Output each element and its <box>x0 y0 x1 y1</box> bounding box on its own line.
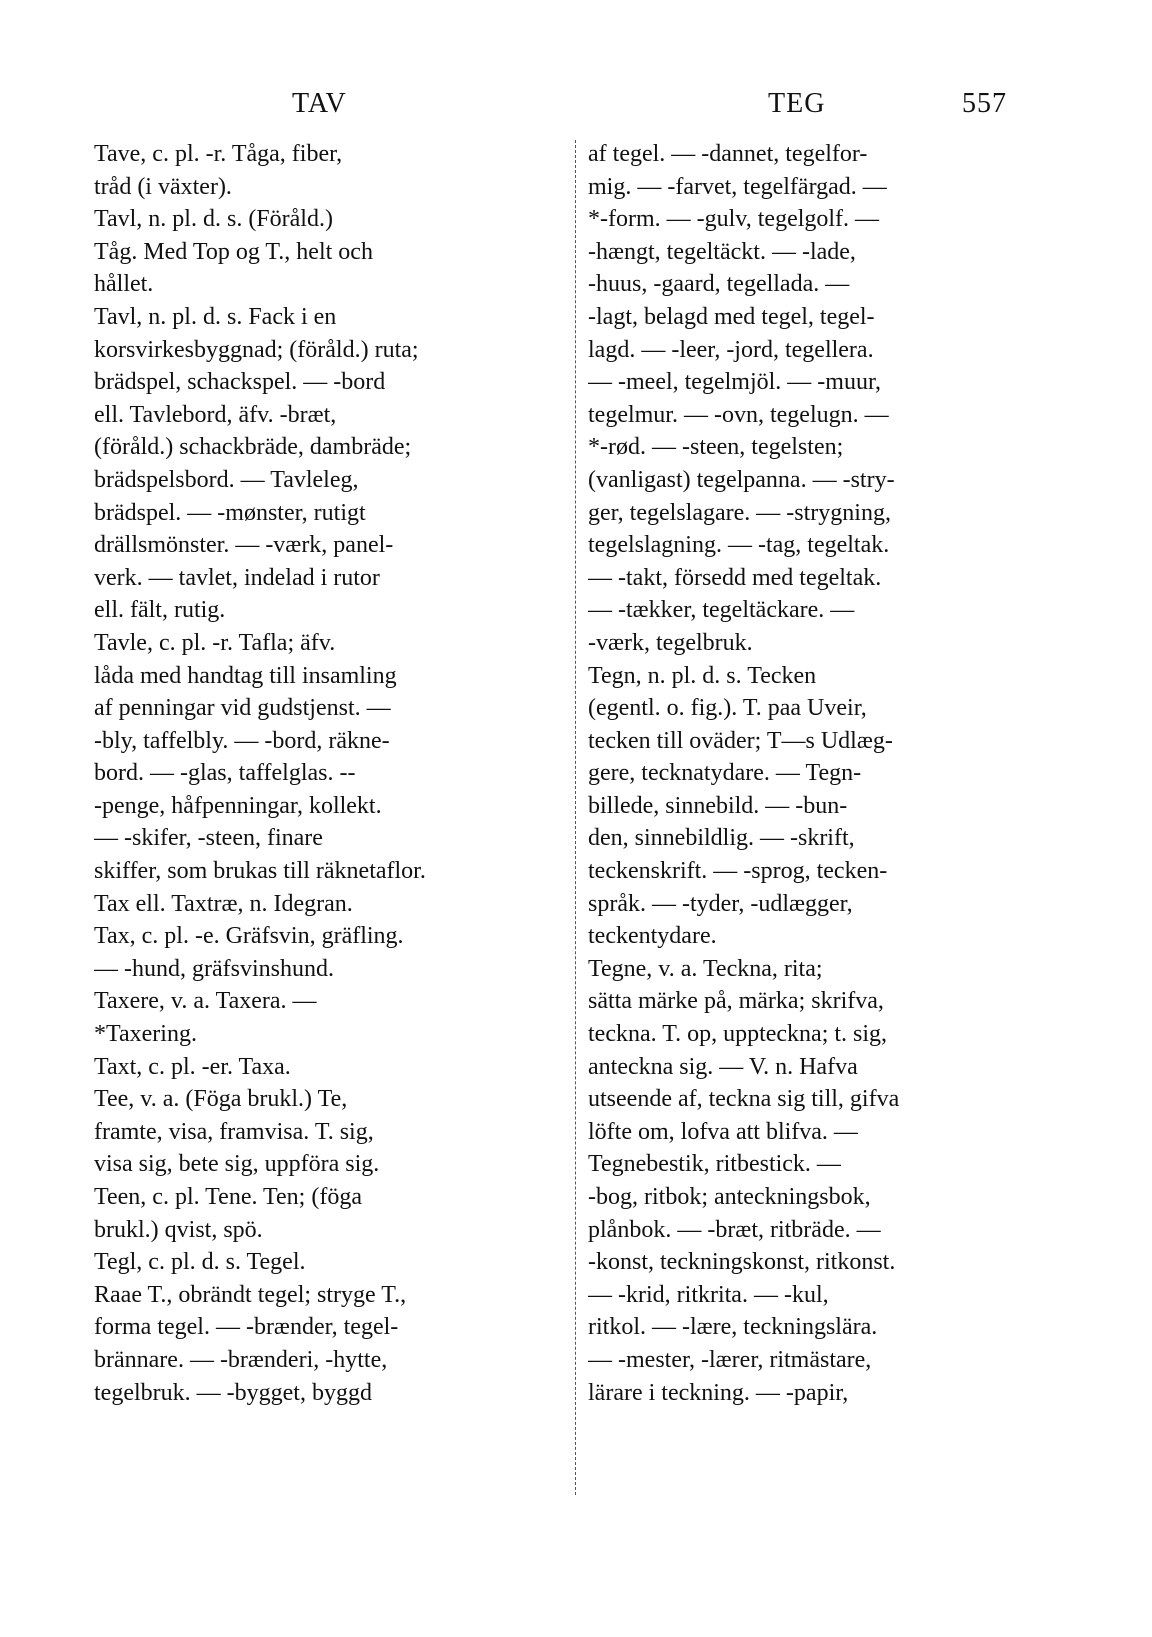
text-line: brädspel. — -mønster, rutigt <box>94 499 366 526</box>
text-line: billede, sinnebild. — -bun- <box>588 792 848 819</box>
text-line: utseende af, teckna sig till, gifva <box>588 1086 900 1113</box>
text-line: -konst, teckningskonst, ritkonst. <box>588 1249 896 1276</box>
text-line: -bog, ritbok; anteckningsbok, <box>588 1184 871 1210</box>
text-line: tegelslagning. — -tag, tegeltak. <box>588 532 890 559</box>
text-line: Tåg. Med Top og T., helt och <box>94 238 373 265</box>
running-head-right: TEG <box>768 88 826 119</box>
text-line: — -tækker, tegeltäckare. — <box>588 597 855 624</box>
text-line: Tavl, n. pl. d. s. Fack i en <box>94 303 337 330</box>
text-line: ger, tegelslagare. — -strygning, <box>588 499 891 526</box>
text-line: — -takt, försedd med tegeltak. <box>588 564 882 591</box>
text-line: tegelbruk. — -bygget, byggd <box>94 1379 372 1406</box>
text-line: Tavl, n. pl. d. s. (Föråld.) <box>94 206 333 233</box>
text-line: gere, tecknatydare. — Tegn- <box>588 760 862 787</box>
text-line: teckentydare. <box>588 923 717 950</box>
text-line: brukl.) qvist, spö. <box>94 1216 263 1243</box>
text-line: den, sinnebildlig. — -skrift, <box>588 825 855 852</box>
text-line: -hængt, tegeltäckt. — -lade, <box>588 238 856 265</box>
text-line: drällsmönster. — -værk, panel- <box>94 532 394 559</box>
text-line: Taxt, c. pl. -er. Taxa. <box>94 1053 291 1080</box>
text-line: lagd. — -leer, -jord, tegellera. <box>588 336 874 363</box>
text-line: tråd (i växter). <box>94 173 232 200</box>
text-line: bord. — -glas, taffelglas. -- <box>94 760 356 787</box>
right-column <box>588 138 1058 1409</box>
text-line: ritkol. — -lære, teckningslära. <box>588 1314 878 1341</box>
text-line: låda med handtag till insamling <box>94 662 397 689</box>
text-line: mig. — -farvet, tegelfärgad. — <box>588 173 887 200</box>
text-line: — -hund, gräfsvinshund. <box>94 955 334 982</box>
text-line: tecken till oväder; T—s Udlæg- <box>588 727 893 754</box>
text-line: löfte om, lofva att blifva. — <box>588 1118 858 1145</box>
text-line: — -meel, tegelmjöl. — -muur, <box>588 369 881 396</box>
text-line: *Taxering. <box>94 1021 197 1048</box>
text-line: -huus, -gaard, tegellada. — <box>588 271 850 298</box>
text-line: Tee, v. a. (Föga brukl.) Te, <box>94 1086 348 1113</box>
text-line: verk. — tavlet, indelad i rutor <box>94 564 380 591</box>
text-line: språk. — -tyder, -udlægger, <box>588 890 853 917</box>
text-line: teckna. T. op, uppteckna; t. sig, <box>588 1021 888 1048</box>
left-column <box>94 138 562 1409</box>
text-line: -værk, tegelbruk. <box>588 629 753 656</box>
text-line: Tax, c. pl. -e. Gräfsvin, gräfling. <box>94 923 404 950</box>
column-divider <box>575 140 576 1495</box>
text-line: lärare i teckning. — -papir, <box>588 1379 849 1406</box>
text-line: af tegel. — -dannet, tegelfor- <box>588 141 868 167</box>
text-line: Tave, c. pl. -r. Tåga, fiber, <box>94 141 343 167</box>
text-line: Tegl, c. pl. d. s. Tegel. <box>94 1249 306 1276</box>
text-line: *-form. — -gulv, tegelgolf. — <box>588 206 880 233</box>
text-line: brädspel, schackspel. — -bord <box>94 369 386 396</box>
text-line: -penge, håfpenningar, kollekt. <box>94 792 382 819</box>
text-line: — -krid, ritkrita. — -kul, <box>588 1281 829 1308</box>
text-line: ell. Tavlebord, äfv. -bræt, <box>94 401 337 428</box>
text-line: skiffer, som brukas till räknetaflor. <box>94 858 426 885</box>
text-line: sätta märke på, märka; skrifva, <box>588 988 884 1015</box>
text-line: brännare. — -brænderi, -hytte, <box>94 1346 388 1373</box>
text-line: Tavle, c. pl. -r. Tafla; äfv. <box>94 629 336 656</box>
text-line: visa sig, bete sig, uppföra sig. <box>94 1151 380 1178</box>
text-line: — -skifer, -steen, finare <box>94 825 323 852</box>
text-line: af penningar vid gudstjenst. — <box>94 695 391 722</box>
text-line: Tegn, n. pl. d. s. Tecken <box>588 662 817 689</box>
text-line: (föråld.) schackbräde, dambräde; <box>94 434 412 461</box>
text-line: (vanligast) tegelpanna. — -stry- <box>588 466 895 493</box>
text-line: *-rød. — -steen, tegelsten; <box>588 434 844 461</box>
text-line: forma tegel. — -brænder, tegel- <box>94 1314 399 1341</box>
text-line: Tax ell. Taxtræ, n. Idegran. <box>94 890 353 917</box>
running-head-left: TAV <box>292 88 347 119</box>
text-line: (egentl. o. fig.). T. paa Uveir, <box>588 695 867 722</box>
text-line: Raae T., obrändt tegel; stryge T., <box>94 1281 407 1308</box>
text-line: anteckna sig. — V. n. Hafva <box>588 1053 858 1080</box>
text-line: korsvirkesbyggnad; (föråld.) ruta; <box>94 336 419 363</box>
text-line: ell. fält, rutig. <box>94 597 226 624</box>
text-line: plånbok. — -bræt, ritbräde. — <box>588 1216 881 1243</box>
text-line: -lagt, belagd med tegel, tegel- <box>588 303 875 330</box>
text-line: Tegnebestik, ritbestick. — <box>588 1151 841 1178</box>
text-line: framte, visa, framvisa. T. sig, <box>94 1118 374 1145</box>
text-line: hållet. <box>94 271 154 298</box>
text-line: — -mester, -lærer, ritmästare, <box>588 1346 872 1373</box>
page-header <box>0 88 1152 128</box>
text-line: tegelmur. — -ovn, tegelugn. — <box>588 401 889 428</box>
text-line: Tegne, v. a. Teckna, rita; <box>588 955 823 982</box>
text-line: Teen, c. pl. Tene. Ten; (föga <box>94 1184 362 1210</box>
page-number: 557 <box>962 88 1007 119</box>
text-line: Taxere, v. a. Taxera. — <box>94 988 317 1015</box>
text-line: -bly, taffelbly. — -bord, räkne- <box>94 727 390 754</box>
text-line: brädspelsbord. — Tavleleg, <box>94 466 359 493</box>
text-line: teckenskrift. — -sprog, tecken- <box>588 858 888 885</box>
